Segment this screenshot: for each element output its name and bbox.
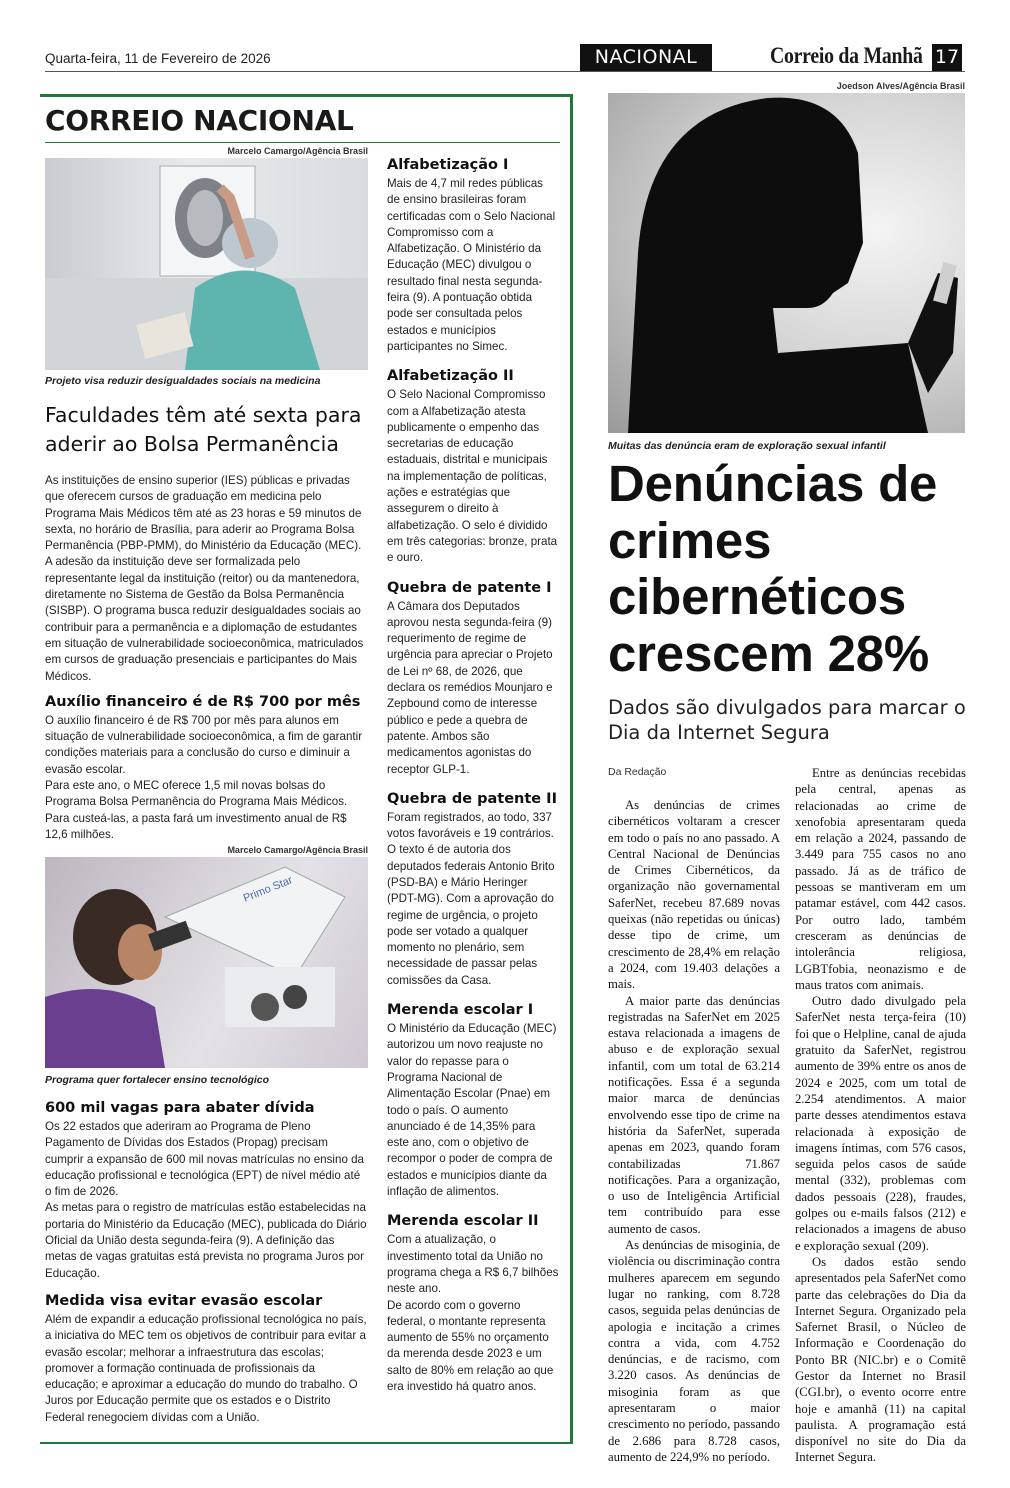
brief-text: Com a atualização, o investimento total da União no programa chega a R$ 6,7 bilhões neste ano. <box>387 1233 559 1296</box>
brief-heading: Alfabetização I <box>387 157 509 173</box>
brief-text: O Selo Nacional Compromisso com a Alfabetização atesta publicamente o empenho das secretarias de educação estaduais, distrital e municipais na implementação de políticas, ações e estratégias que assegurem o direito à alfabetização. O selo é dividido em três categorias: bronze, prata e ouro. <box>387 388 558 565</box>
article-paragraph: A maior parte das denúncias registradas na SaferNet em 2025 estava relacionada a imagens de abuso e de exploração sexual infantil, com um total de 63.214 notificações. Essa é a segunda maior marca de denúncias envolvendo esse tipo de crime na história da SaferNet, superada apenas em 2023, quando foram contabilizadas 71.867 notificações. Para a organização, o uso de Inteligência Artificial tem contribuído para esse aumento de casos. <box>608 993 780 1236</box>
article-paragraph: Além de expandir a educação profissional tecnológica no país, a iniciativa do MEC tem os objetivos de contribuir para evitar a evasão escolar; melhorar a infraestrutura das escolas; promover a formação continuada de profissionais da educação; e aproximar a educação do mundo do trabalho. O Juros por Educação permite que os estados e o Distrito Federal renegociem dívidas com a União. <box>45 1312 367 1424</box>
edition-date: Quarta-feira, 11 de Fevereiro de 2026 <box>45 51 271 66</box>
photo-hooded-silhouette <box>608 93 965 433</box>
brief-text: Mais de 4,7 mil redes públicas de ensino brasileiras foram certificadas com o Selo Nacional Compromisso com a Alfabetização. O Ministério da Educação (MEC) divulgou o resultado final nesta segunda-feira (9). A pontuação obtida pode ser consultada pelos estados e municípios participantes no Simec. <box>387 177 556 353</box>
article-vagas <box>45 1099 368 1426</box>
article-paragraph: O auxílio financeiro é de R$ 700 por mês para alunos em situação de vulnerabilidade socioeconômica, a fim de garantir condições materiais para a conclusão do curso e diminuir a evasão escolar. <box>45 713 363 776</box>
feature-column-2 <box>795 765 966 1466</box>
feature-headline: Denúncias de crimes cibernéticos crescem 28% <box>608 455 938 682</box>
brief-heading: Merenda escolar I <box>387 1002 534 1019</box>
photo-doctor-xray <box>45 158 368 370</box>
brief-item <box>387 367 559 566</box>
article-headline: Faculdades têm até sexta para aderir ao Bolsa Permanência <box>45 403 362 456</box>
page-number: 17 <box>932 44 962 71</box>
section-border-right <box>570 94 573 1444</box>
section-title-rule <box>45 142 560 143</box>
briefs-column <box>387 156 559 1407</box>
photo-caption: Muitas das denúncia eram de exploração sexual infantil <box>608 440 886 452</box>
brief-text: A Câmara dos Deputados aprovou nesta segunda-feira (9) requerimento de regime de urgência para apreciar o Projeto de Lei nº 68, de 2026, que declara os remédios Mounjaro e Zepbound como de interesse público e pede a quebra de patente. Ambos são medicamentos agonistas do receptor GLP-1. <box>387 599 553 776</box>
microscope-brand-label: Primo Star <box>241 874 295 905</box>
subheading: Medida visa evitar evasão escolar <box>45 1292 323 1309</box>
photo-credit: Marcelo Camargo/Agência Brasil <box>227 146 368 156</box>
brief-text: O Ministério da Educação (MEC) autorizou um novo reajuste no valor do repasse para o Programa Nacional de Alimentação Escolar (Pnae) em todo o país. O aumento anunciado é de 14,35% para este ano, com o objetivo de recompor o poder de compra de estados e municípios diante da inflação de alimentos. <box>387 1022 557 1199</box>
brief-item <box>387 1001 559 1200</box>
article-paragraph: As instituições de ensino superior (IES) públicas e privadas que oferecem cursos de graduação em medicina pelo Programa Mais Médicos têm até as 23 horas e 59 minutos de sexta, no horário de Brasília, para aderir ao Programa Bolsa Permanência (PBP-PMM), do Ministério da Educação (MEC). A adesão da instituição deve ser formalizada pelo representante legal da instituição (reitor) ou da mantenedora, diretamente no Sistema de Gestão da Bolsa Permanência (SISBP). O programa busca reduzir desigualdades sociais ao contribuir para a permanência e a diplomação de estudantes em situação de vulnerabilidade socioeconômica, matriculados em cursos de graduação presenciais e participantes do Mais Médicos. <box>45 474 364 683</box>
photo-microscope <box>45 857 368 1068</box>
brief-text: De acordo com o governo federal, o montante representa aumento de 55% no orçamento da merenda desde 2023 e um salto de 80% em relação ao que era investido há quatro anos. <box>387 1298 554 1393</box>
brief-text: Foram registrados, ao todo, 337 votos favoráveis e 19 contrários. O texto é de autoria dos deputados federais Antonio Brito (PSD-BA) e Mário Heringer (PDT-MG). Com a aprovação do regime de urgência, o projeto pode ser votado a qualquer momento no plenário, sem necessidade de passar pelas comissões da Casa. <box>387 810 555 987</box>
brief-heading: Quebra de patente II <box>387 790 557 807</box>
section-tag: NACIONAL <box>580 44 712 71</box>
brief-heading: Merenda escolar II <box>387 1213 539 1230</box>
photo-caption: Projeto visa reduzir desigualdades sociais na medicina <box>45 375 321 387</box>
article-paragraph: As denúncias de crimes cibernéticos voltaram a crescer em todo o país no ano passado. A Central Nacional de Denúncias de Crimes Cibernéticos, da organização não governamental SaferNet, recebeu 87.689 novas queixas (não repetidas ou únicas) desse tipo de crime, um crescimento de 28,4% em relação a 2024, com 19.403 delações a mais. <box>608 798 780 992</box>
article-paragraph: Entre as denúncias recebidas pela central, apenas as relacionadas ao crime de xenofobia apresentaram queda em relação a 2024, passando de 3.449 para 755 casos no ano passado. Já as de tráfico de pessoas se mantiveram em um patamar estável, com 442 casos. Por outro lado, também cresceram as denúncias de intolerância religiosa, LGBTfobia, neonazismo e de maus tratos com animais. <box>795 766 966 992</box>
article-paragraph: Os dados estão sendo apresentados pela SaferNet como parte das celebrações do Dia da Internet Segura. Organizado pela Safernet Brasil, o Núcleo de Informação e Coordenação do Ponto BR (NIC.br) e o Comitê Gestor da Internet no Brasil (CGI.br), o evento ocorre entre hoje e amanhã (11) na capital paulista. A programação está disponível no site do Dia da Internet Segura. <box>795 1254 966 1465</box>
brief-heading: Alfabetização II <box>387 368 514 385</box>
feature-column-1 <box>608 797 780 1465</box>
brief-item <box>387 156 559 355</box>
section-title: CORREIO NACIONAL <box>45 104 354 137</box>
header-divider <box>45 71 965 72</box>
subheading: Auxílio financeiro é de R$ 700 por mês <box>45 693 361 710</box>
byline: Da Redação <box>608 766 667 778</box>
photo-credit: Marcelo Camargo/Agência Brasil <box>227 845 368 855</box>
photo-caption: Programa quer fortalecer ensino tecnológico <box>45 1074 270 1086</box>
article-paragraph: As metas para o registro de matrículas estão estabelecidas na portaria do Ministério da Educação (MEC), publicada do Diário Oficial da União desta segunda-feira (9). A definição das metas de vagas gratuitas está prevista no programa Juros por Educação. <box>45 1201 367 1280</box>
brief-item <box>387 579 559 778</box>
brief-item <box>387 1212 559 1395</box>
feature-subtitle: Dados são divulgados para marcar o Dia da Internet Segura <box>608 696 966 744</box>
main-article <box>45 401 368 843</box>
article-paragraph: Os 22 estados que aderiram ao Programa de Pleno Pagamento de Dívidas dos Estados (Propag) precisam cumprir a expansão de 600 mil novas matrículas no ensino da educação profissional e tecnológica (EPT) de nível médio até o fim de 2026. <box>45 1120 365 1199</box>
subheading: 600 mil vagas para abater dívida <box>45 1100 315 1116</box>
article-paragraph: Outro dado divulgado pela SaferNet nesta terça-feira (10) foi que o Helpline, canal de ajuda gratuito da SaferNet, registrou aumento de 39% entre os anos de 2024 e 2025, com um total de 2.254 atendimentos. A maior parte desses atendimentos estava relacionada à exposição de imagens íntimas, com 576 casos, seguida pelos casos de saúde mental (332), problemas com dados pessoais (228), fraudes, golpes ou e-mails falsos (212) e relacionados a imagens de abuso e exploração sexual (209). <box>795 994 966 1253</box>
brief-item <box>387 790 559 989</box>
brief-heading: Quebra de patente I <box>387 579 552 596</box>
article-paragraph: As denúncias de misoginia, de violência ou discriminação contra mulheres aparecem em segundo lugar no ranking, com 8.728 casos, seguida pelas denúncias de apologia e incitação a crimes contra a vida, com 4.752 denúncias, e de racismo, com 3.220 casos. As denúncias de misoginia foram as que apresentaram o maior crescimento no período, passando de 2.686 para 8.728 casos, aumento de 224,9% no período. <box>608 1238 780 1464</box>
newspaper-logo: Correio da Manhã <box>770 43 923 68</box>
section-border-top <box>40 94 573 97</box>
section-border-bottom <box>40 1442 573 1444</box>
photo-credit: Joedson Alves/Agência Brasil <box>836 81 965 91</box>
article-paragraph: Para este ano, o MEC oferece 1,5 mil novas bolsas do Programa Bolsa Permanência do Programa Mais Médicos. Para custeá-las, a pasta fará um investimento anual de R$ 12,6 milhões. <box>45 779 348 841</box>
